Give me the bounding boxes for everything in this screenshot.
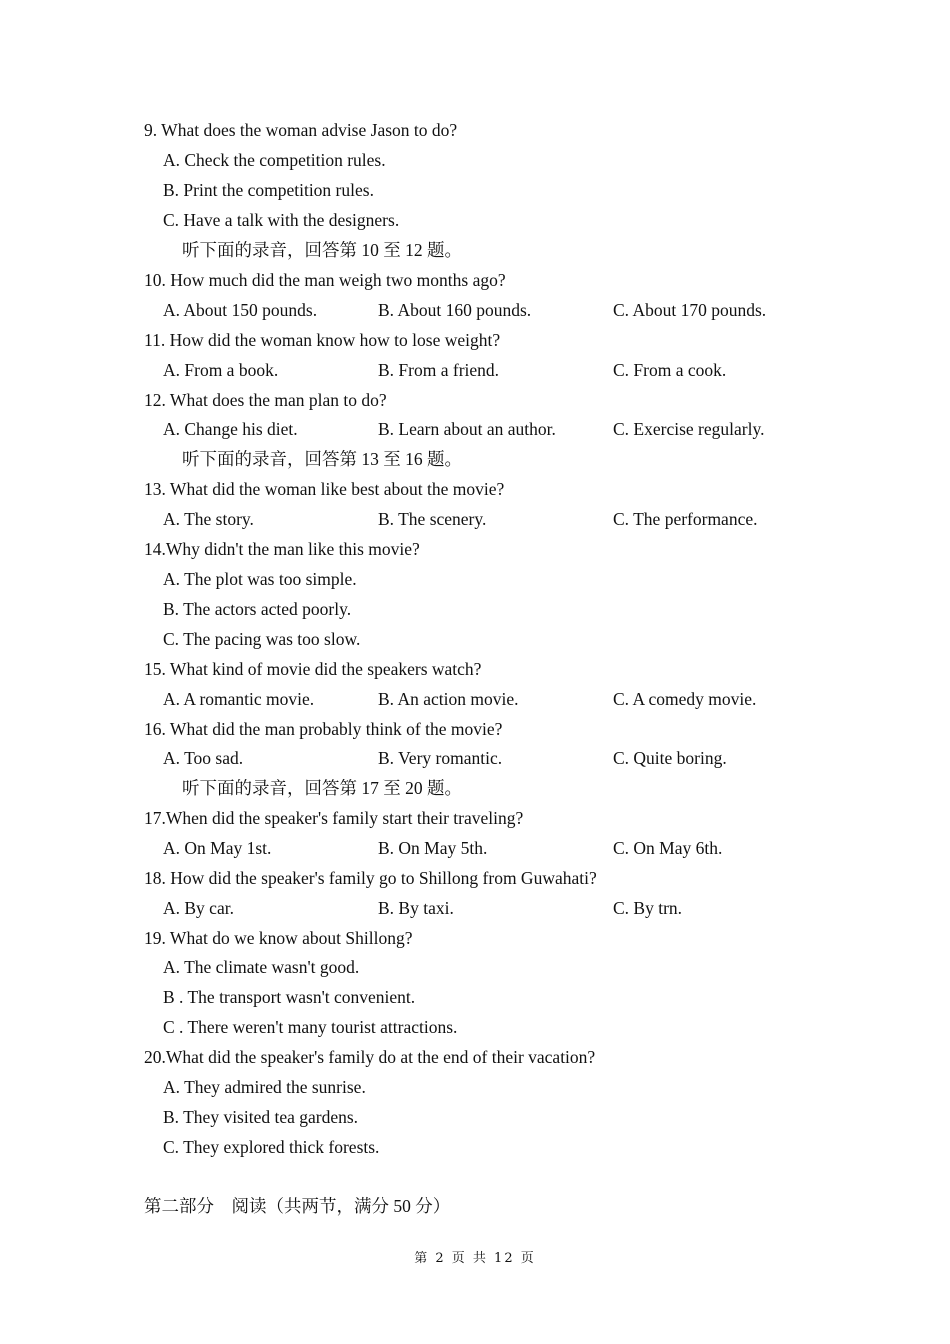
question-19-option-c: C . There weren't many tourist attractions. [163,1017,458,1037]
question-11-stem: 11. How did the woman know how to lose weight? [144,330,501,350]
question-20-option-b: B. They visited tea gardens. [163,1107,359,1127]
question-18-option-c: C. By trn. [613,898,683,918]
question-14-option-c: C. The pacing was too slow. [163,629,361,649]
question-16-stem: 16. What did the man probably think of the movie? [144,719,503,739]
question-11-option-a: A. From a book. [163,360,279,380]
question-13-stem: 13. What did the woman like best about the movie? [144,479,505,499]
question-13-option-a: A. The story. [163,509,254,529]
page-footer: 第 2 页 共 12 页 [414,1251,536,1266]
question-13-option-b: B. The scenery. [378,509,487,529]
instruction-13-16: 听下面的录音，回答第 13 至 16 题。 [182,449,462,469]
question-10-option-a: A. About 150 pounds. [163,300,318,320]
question-10-option-c: C. About 170 pounds. [613,300,767,320]
instruction-10-12: 听下面的录音，回答第 10 至 12 题。 [182,240,462,260]
instruction-17-20: 听下面的录音，回答第 17 至 20 题。 [182,778,462,798]
question-20-option-a: A. They admired the sunrise. [163,1077,366,1097]
question-15-stem: 15. What kind of movie did the speakers watch? [144,659,482,679]
question-14-option-a: A. The plot was too simple. [163,569,357,589]
question-12-option-b: B. Learn about an author. [378,419,556,439]
question-18-stem: 18. How did the speaker's family go to Shillong from Guwahati? [144,868,597,888]
question-12-option-a: A. Change his diet. [163,419,298,439]
question-13-option-c: C. The performance. [613,509,758,529]
question-12-stem: 12. What does the man plan to do? [144,390,387,410]
question-14-option-b: B. The actors acted poorly. [163,599,352,619]
question-12-option-c: C. Exercise regularly. [613,419,765,439]
question-15-option-a: A. A romantic movie. [163,689,315,709]
question-9-option-c: C. Have a talk with the designers. [163,210,400,230]
question-18-option-a: A. By car. [163,898,234,918]
question-20-stem: 20.What did the speaker's family do at the end of their vacation? [144,1047,596,1067]
question-19-option-b: B . The transport wasn't convenient. [163,987,416,1007]
question-9-option-a: A. Check the competition rules. [163,150,386,170]
question-19-stem: 19. What do we know about Shillong? [144,928,413,948]
question-16-option-c: C. Quite boring. [613,748,727,768]
question-9-option-b: B. Print the competition rules. [163,180,374,200]
question-11-option-b: B. From a friend. [378,360,500,380]
question-17-option-c: C. On May 6th. [613,838,723,858]
question-19-option-a: A. The climate wasn't good. [163,957,360,977]
question-10-stem: 10. How much did the man weigh two months ago? [144,270,506,290]
question-11-option-c: C. From a cook. [613,360,727,380]
section-two-heading: 第二部分 阅读（共两节，满分 50 分） [144,1196,451,1216]
question-17-option-b: B. On May 5th. [378,838,488,858]
question-16-option-b: B. Very romantic. [378,748,503,768]
question-9-stem: 9. What does the woman advise Jason to do? [144,120,458,140]
question-16-option-a: A. Too sad. [163,748,244,768]
question-15-option-b: B. An action movie. [378,689,519,709]
question-14-stem: 14.Why didn't the man like this movie? [144,539,420,559]
question-18-option-b: B. By taxi. [378,898,454,918]
question-20-option-c: C. They explored thick forests. [163,1137,380,1157]
question-17-stem: 17.When did the speaker's family start their traveling? [144,808,524,828]
question-15-option-c: C. A comedy movie. [613,689,757,709]
question-10-option-b: B. About 160 pounds. [378,300,532,320]
question-17-option-a: A. On May 1st. [163,838,272,858]
